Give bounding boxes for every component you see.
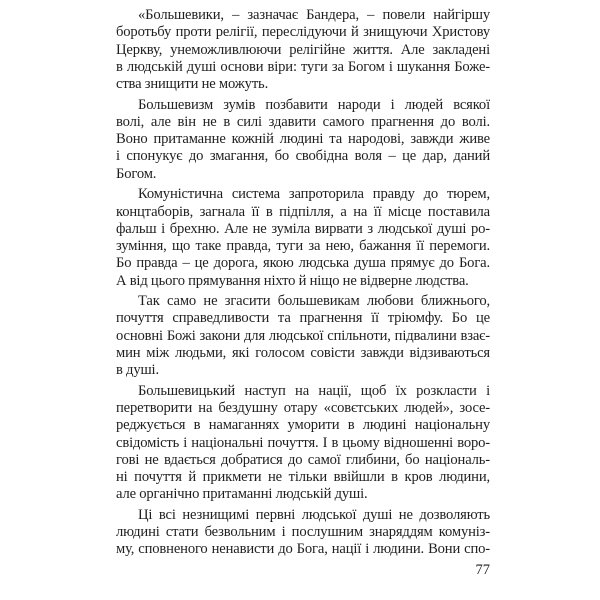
text-line: Церкву, унеможливлюючи релігійне життя. Але закладені	[116, 41, 490, 58]
page-number: 77	[475, 562, 490, 578]
text-line: свідомість і національні почуття. І в цьому відношенні воро-	[116, 434, 490, 451]
text-line: основні Божі закони для людської спільноти, підвалини взає-	[116, 327, 490, 344]
text-line: Бо правда – це дорога, якою людська душа прямує до Бога.	[116, 255, 490, 272]
text-line: му, сповненого ненависти до Бога, нації і людини. Вони спо-	[116, 541, 490, 558]
text-line: і спонукує до змагання, бо свобідна воля – це дар, даний	[116, 148, 490, 165]
paragraph-6	[116, 507, 490, 559]
text-line: почуття справедливости та прагнення її тріюмфу. Бо це	[116, 310, 490, 327]
paragraph-2	[116, 97, 490, 183]
text-line: гові не вдається добратися до самої глибини, бо національ-	[116, 451, 490, 468]
text-line: мин між людьми, які голосом совісти завжди відзиваються	[116, 344, 490, 361]
text-line: Богом.	[116, 165, 157, 182]
text-line: Комуністична система запроторила правду до тюрем,	[138, 186, 490, 203]
text-line: ні почуття й прикмети не тільки ввійшли в кров людини,	[116, 469, 490, 486]
text-line: А від цього прямування ніхто й ніщо не відверне людства.	[116, 272, 469, 289]
text-line: ства знищити не можуть.	[116, 76, 269, 92]
text-line: але органічно притаманні людській душі.	[116, 486, 368, 503]
text-line: Большевизм зумів позбавити народи і людей всякої	[138, 96, 490, 113]
text-line: концтаборів, загнала її в підпілля, а на її місце поставила	[116, 203, 490, 220]
text-line: Воно притаманне кожній людині та народові, завжди живе	[116, 131, 490, 148]
text-line: зуміння, що таке правда, туги за нею, бажання її перемоги.	[116, 238, 490, 255]
text-line: фальш і брехню. Але не зуміла вирвати з людської душі ро-	[116, 220, 490, 237]
text-line: в душі.	[116, 362, 159, 379]
paragraph-5	[116, 383, 490, 504]
text-line: волі, але він не в силі здавити самого прагнення до волі.	[116, 113, 490, 130]
paragraph-1	[116, 7, 490, 93]
text-line: людині стати безвольним і послушним знаряддям комуніз-	[116, 524, 490, 541]
text-line: «Большевики, – зазначає Бандера, – повели найгіршу	[138, 7, 490, 23]
paragraph-3	[116, 186, 490, 290]
text-line: Ці всі незнищимі первні людської душі не дозволяють	[138, 506, 490, 523]
paragraph-4	[116, 293, 490, 379]
body-text	[116, 7, 490, 562]
text-line: боротьбу проти релігії, переслідуючи й знищуючи Христову	[116, 24, 490, 41]
text-line: Так само не згасити большевикам любови ближнього,	[138, 293, 490, 310]
text-line: в людській душі основи віри: туги за Богом і шукання Боже-	[116, 58, 490, 75]
text-line: перетворити на бездушну отару «совєтських людей», зосе-	[116, 400, 490, 417]
text-line: Большевицький наступ на нації, щоб їх розкласти і	[138, 382, 490, 399]
text-line: реджується в намаганнях уморити в людині національну	[116, 417, 490, 434]
